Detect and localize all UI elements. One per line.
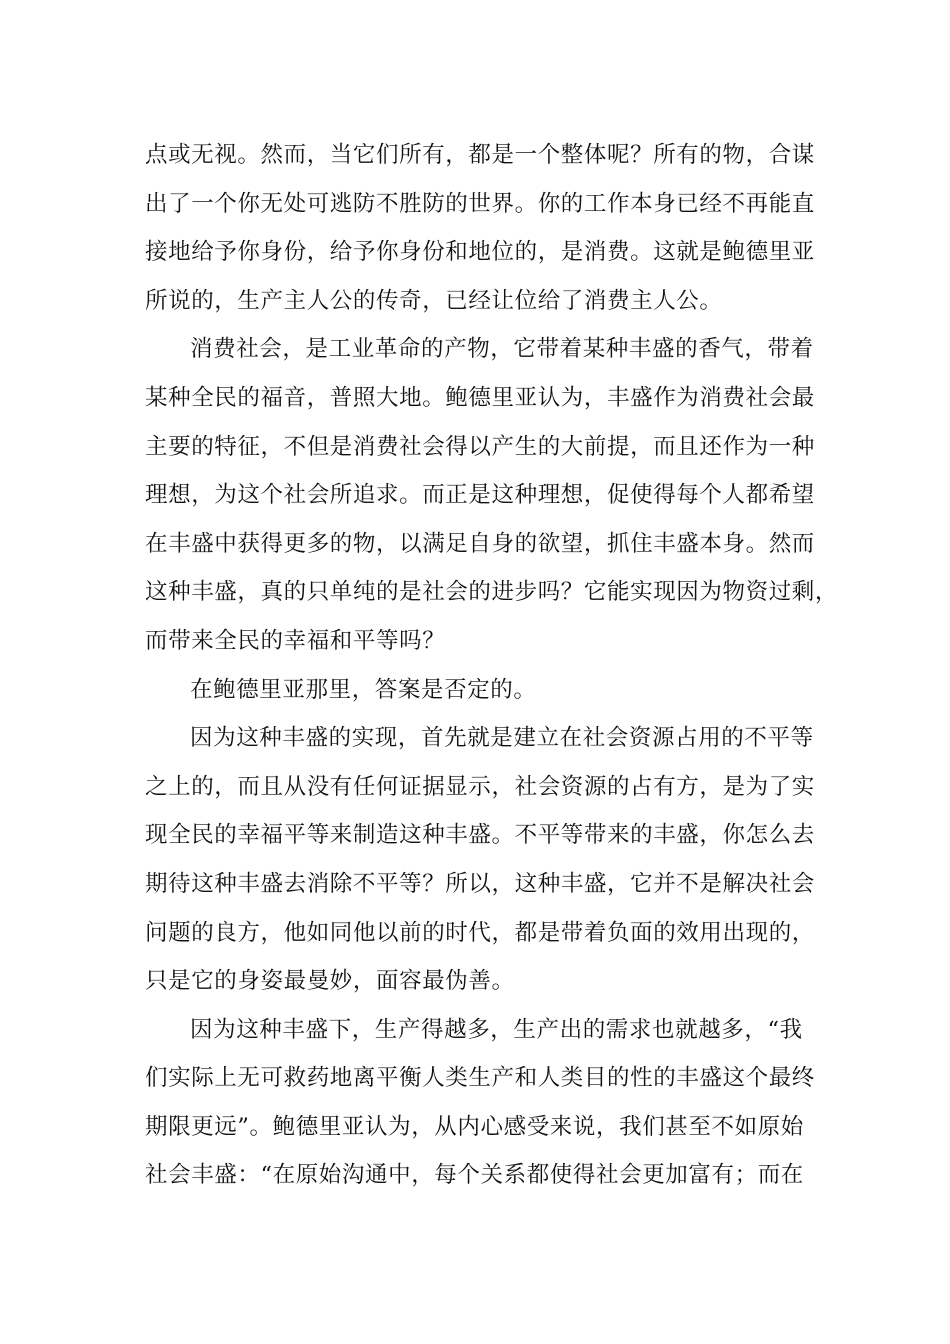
text-line: 所说的，生产主人公的传奇，已经让位给了消费主人公。	[145, 287, 723, 314]
text-line: 们实际上无可救药地离平衡人类生产和人类目的性的丰盛这个最终	[145, 1065, 815, 1092]
text-line: 期限更远”。鲍德里亚认为，从内心感受来说，我们甚至不如原始	[145, 1113, 804, 1140]
text-line: 点或无视。然而，当它们所有，都是一个整体呢？所有的物，合谋	[145, 142, 815, 168]
text-line: 只是它的身姿最曼妙，面容最伪善。	[145, 968, 515, 995]
text-line: 理想，为这个社会所追求。而正是这种理想，促使得每个人都希望	[145, 482, 815, 509]
text-line: 而带来全民的幸福和平等吗？	[145, 627, 446, 654]
text-line: 现全民的幸福平等来制造这种丰盛。不平等带来的丰盛，你怎么去	[145, 822, 815, 849]
text-line: 社会丰盛：“在原始沟通中，每个关系都使得社会更加富有；而在	[145, 1162, 804, 1189]
text-line: 之上的，而且从没有任何证据显示，社会资源的占有方，是为了实	[145, 773, 815, 800]
text-line: 这种丰盛，真的只单纯的是社会的进步吗？它能实现因为物资过剩，	[145, 579, 839, 606]
paragraph-first-line: 因为这种丰盛的实现，首先就是建立在社会资源占用的不平等	[190, 725, 814, 752]
text-line: 某种全民的福音，普照大地。鲍德里亚认为，丰盛作为消费社会最	[145, 384, 815, 411]
paragraph-first-line: 因为这种丰盛下，生产得越多，生产出的需求也就越多，“我	[190, 1016, 803, 1043]
text-line: 接地给予你身份，给予你身份和地位的，是消费。这就是鲍德里亚	[145, 239, 815, 266]
body-text	[145, 131, 839, 1200]
text-line: 出了一个你无处可逃防不胜防的世界。你的工作本身已经不再能直	[145, 190, 815, 217]
text-line: 期待这种丰盛去消除不平等？所以，这种丰盛，它并不是解决社会	[145, 870, 815, 897]
text-line: 主要的特征，不但是消费社会得以产生的大前提，而且还作为一种	[145, 433, 815, 460]
paragraph-first-line: 消费社会，是工业革命的产物，它带着某种丰盛的香气，带着	[190, 336, 814, 363]
paragraph-first-line: 在鲍德里亚那里，答案是否定的。	[190, 676, 537, 703]
text-line: 问题的良方，他如同他以前的时代，都是带着负面的效用出现的，	[145, 919, 815, 946]
text-line: 在丰盛中获得更多的物，以满足自身的欲望，抓住丰盛本身。然而	[145, 530, 815, 557]
